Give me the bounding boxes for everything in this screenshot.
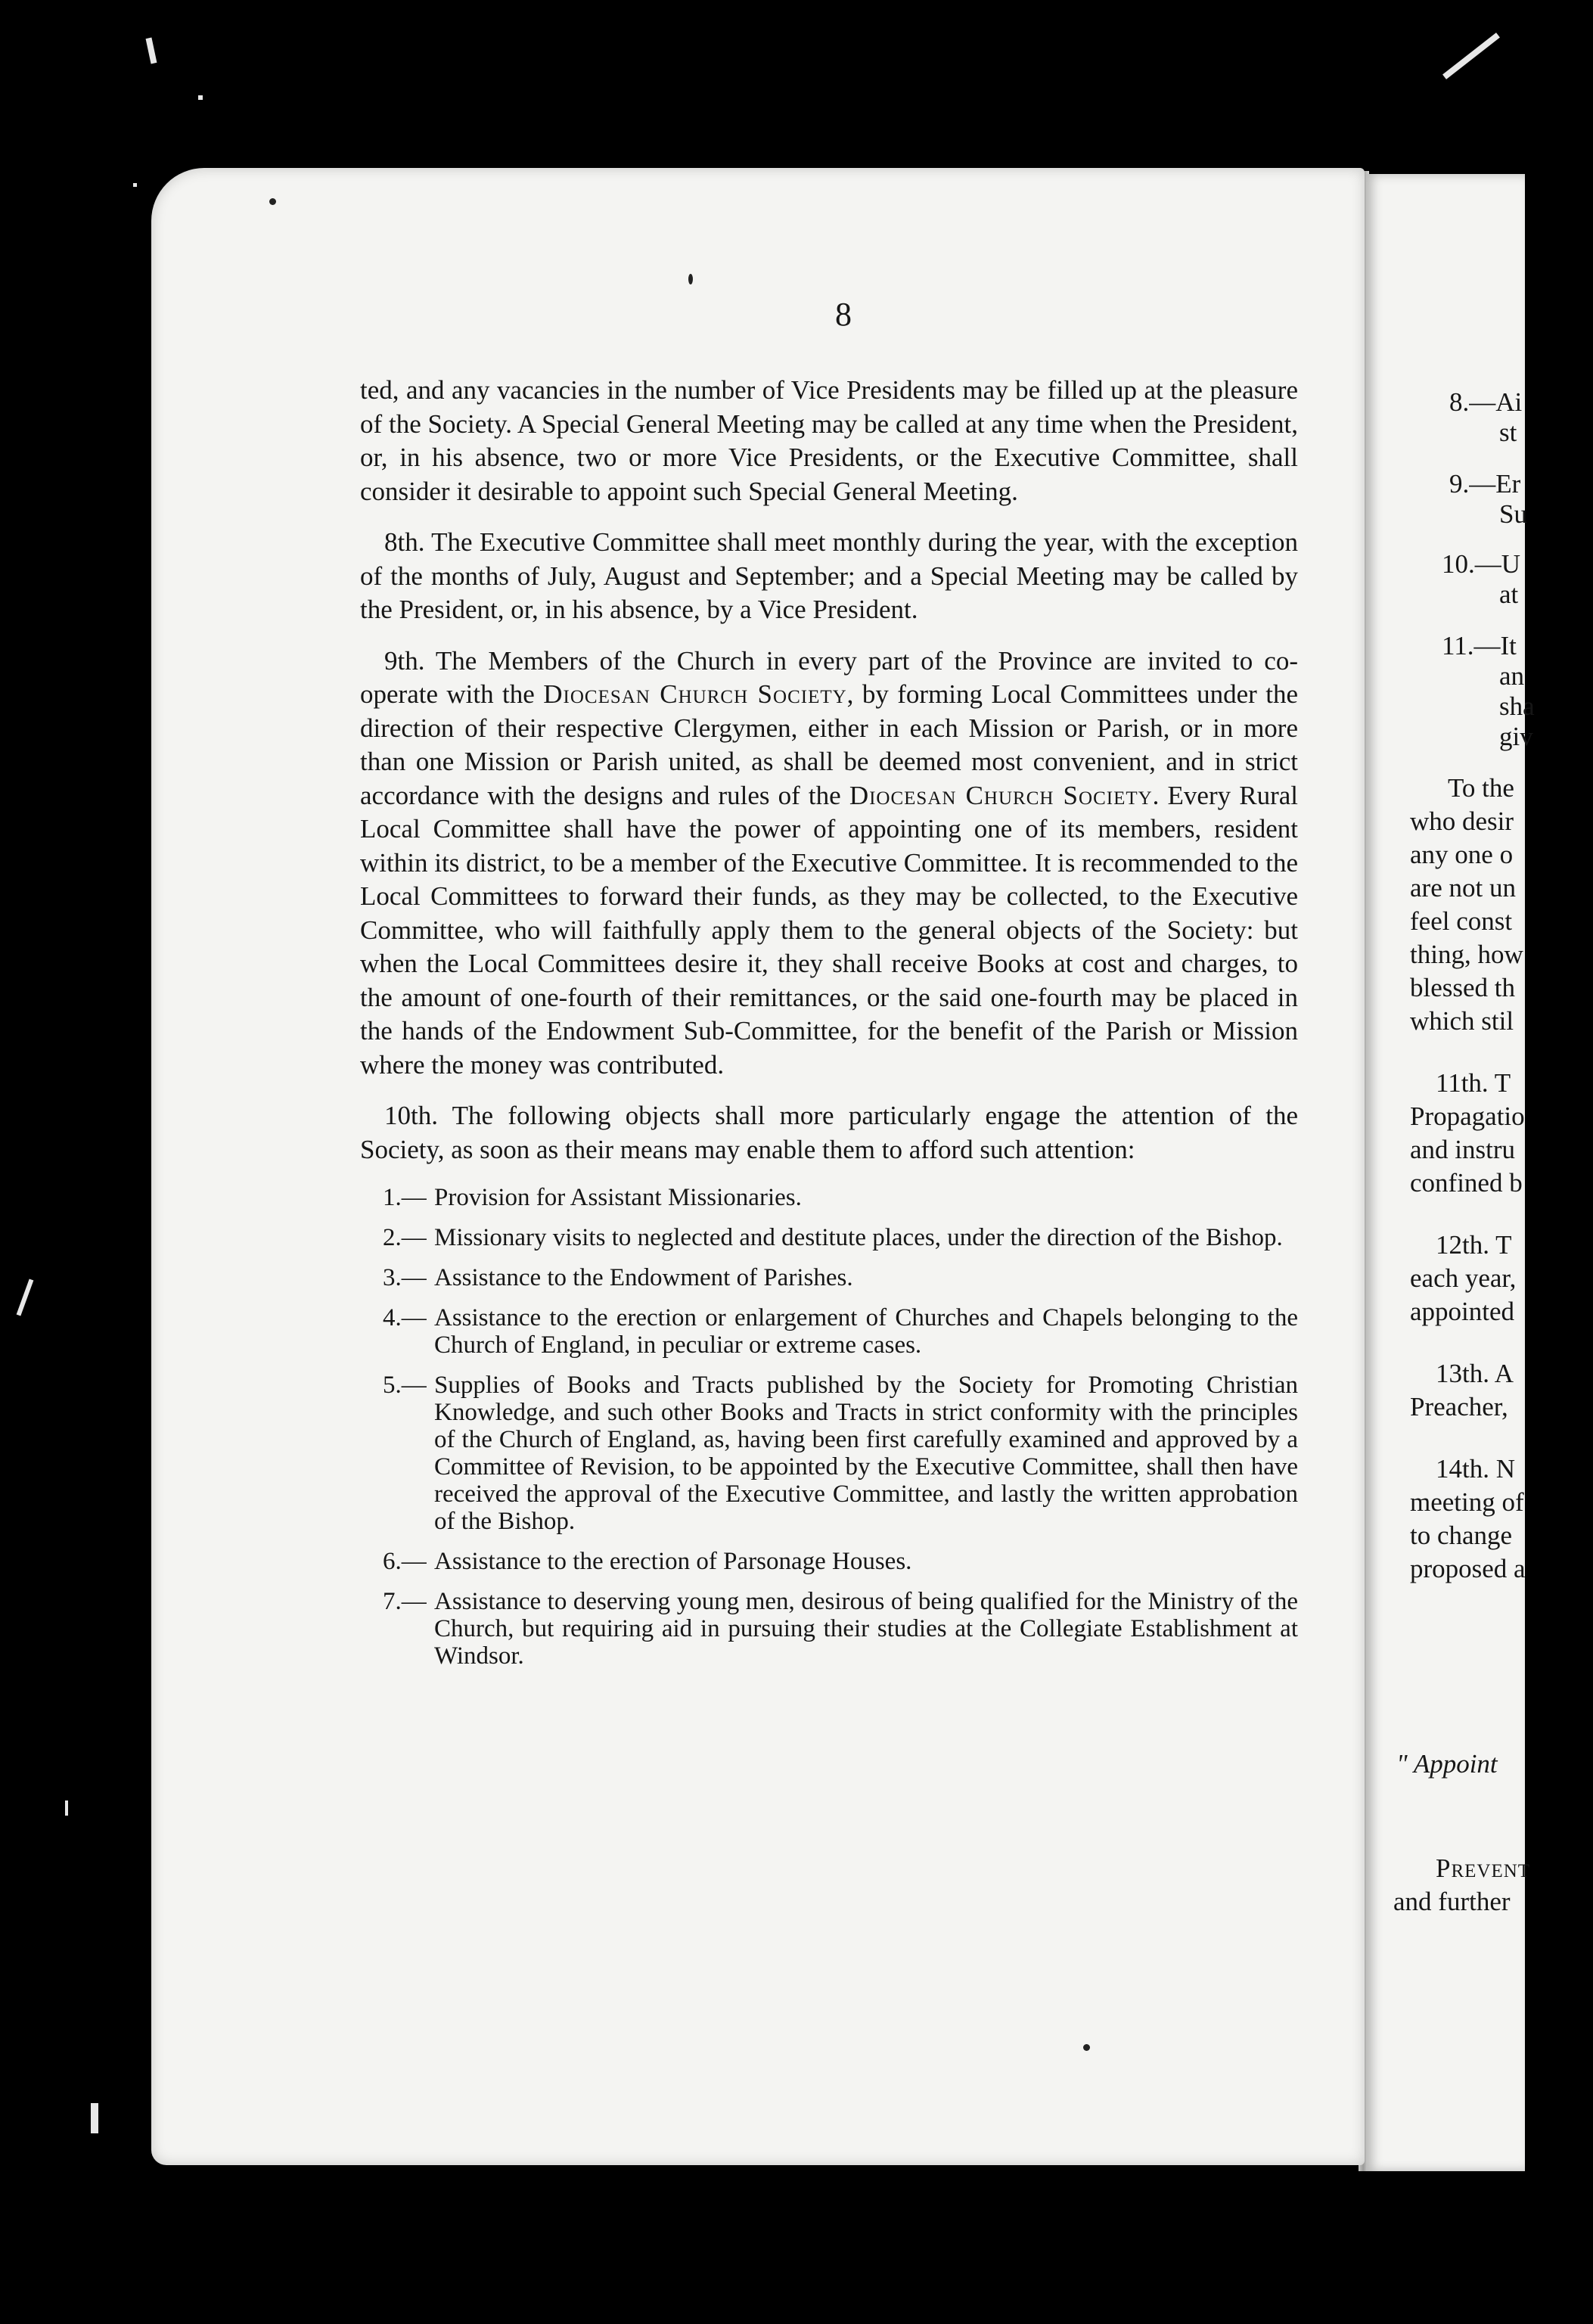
- right-line: 14th. N: [1436, 1454, 1515, 1484]
- society-name: Diocesan Church Society: [543, 679, 847, 709]
- list-item: [360, 1264, 1298, 1291]
- paragraph-7th-continued: ted, and any vacancies in the number of Vice Presidents may be filled up at the pleasure of the Society. A Special General Meeting may be called at any time when the President, or, in his absence, two or more Vice Presidents, or the Executive Committee, shall consider it desirable to appoint such Special General Meeting.: [360, 375, 1298, 506]
- right-line: thing, how: [1410, 940, 1523, 969]
- right-line: appointed: [1410, 1297, 1515, 1326]
- list-item: [360, 1304, 1298, 1359]
- objects-list: [360, 1184, 1298, 1670]
- paragraph-9th: [360, 645, 1298, 1083]
- right-line: who desir: [1410, 806, 1514, 836]
- right-line: 11th. T: [1436, 1068, 1511, 1098]
- list-item-text: Missionary visits to neglected and destitute places, under the direction of the Bishop.: [434, 1224, 1283, 1251]
- page-number: 8: [835, 296, 852, 333]
- right-line: Propagatio: [1410, 1101, 1525, 1131]
- list-item-number: 1.—: [383, 1184, 427, 1211]
- list-item-number: 3.—: [383, 1264, 427, 1291]
- right-page: [1366, 174, 1535, 2171]
- right-line: Prevent: [1436, 1853, 1531, 1883]
- list-item-number: 7.—: [383, 1588, 427, 1615]
- right-line: and further: [1393, 1887, 1511, 1916]
- right-line: Preacher,: [1410, 1392, 1508, 1421]
- paragraph-9th-part3: . Every Rural Local Committee shall have the power of appointing one of its members, resident within its district, to be a member of the Executive Committee. It is recommended to the Local Committees to forward their funds, as they may be collected, to the Executive Committee, who will faithfully apply them to the general objects of the Society: but when the Local Committees desire it, they shall receive Books at cost and charges, to the amount of one-fourth of their remittances, or the said one-fourth may be placed in the hands of the Endowment Sub-Committee, for the benefit of the Parish or Mission where the money was contributed.: [360, 780, 1298, 1080]
- ink-dot: [688, 274, 693, 284]
- list-item-text: Assistance to the erection or enlargement of Churches and Chapels belonging to the Church of England, in peculiar or extreme cases.: [434, 1304, 1298, 1359]
- right-line: each year,: [1410, 1263, 1517, 1293]
- right-line: are not un: [1410, 873, 1516, 903]
- right-line: sha: [1499, 691, 1535, 721]
- right-line: st: [1499, 418, 1517, 447]
- list-item-number: 5.—: [383, 1372, 427, 1399]
- right-line: 13th. A: [1436, 1359, 1514, 1388]
- right-line: feel const: [1410, 906, 1513, 936]
- right-line: an: [1499, 661, 1525, 691]
- right-line: giv: [1499, 722, 1533, 751]
- right-line: proposed a: [1410, 1554, 1526, 1583]
- right-line: To the: [1448, 773, 1514, 803]
- right-line: Su: [1499, 499, 1527, 529]
- list-item: [360, 1184, 1298, 1211]
- scan-speck: [133, 183, 137, 187]
- list-item-text: Assistance to the Endowment of Parishes.: [434, 1264, 853, 1291]
- right-line: " Appoint: [1396, 1749, 1498, 1779]
- scan-speck: [198, 95, 203, 100]
- paragraph-9th-part2: , by forming Local Committees under the direction of their respective Clergymen, either in each Mission or Parish, or in more than one Mission or Parish united, as shall be deemed most convenient, and in strict accordance with the designs and rules of the: [360, 679, 1298, 810]
- paragraph-9th-part1: 9th. The Members of the Church in every part of the Province are invited to co-operate with the: [360, 645, 1298, 709]
- right-line: 12th. T: [1436, 1230, 1512, 1260]
- right-line: 8.—Ai: [1449, 387, 1523, 417]
- right-line: which stil: [1410, 1006, 1514, 1036]
- right-line: meeting of: [1410, 1487, 1524, 1517]
- right-line: blessed th: [1410, 973, 1516, 1002]
- right-line: at: [1499, 579, 1519, 609]
- ink-dot: [1083, 2044, 1090, 2051]
- scan-speck: [17, 1279, 34, 1316]
- list-item-number: 4.—: [383, 1304, 427, 1331]
- right-line: 9.—Er: [1449, 469, 1521, 499]
- list-item-text: Assistance to deserving young men, desirous of being qualified for the Ministry of the Church, but requiring aid in pursuing their studies at the Collegiate Establishment at Windsor.: [434, 1588, 1298, 1670]
- right-line: confined b: [1410, 1168, 1523, 1198]
- list-item-number: 2.—: [383, 1224, 427, 1251]
- page-body-text: [360, 374, 1298, 1682]
- list-item: [360, 1548, 1298, 1575]
- scan-speck: [91, 2103, 98, 2133]
- paragraph-10th: 10th. The following objects shall more particularly engage the attention of the Society, as soon as their means may enable them to afford such attention:: [360, 1101, 1298, 1164]
- list-item-number: 6.—: [383, 1548, 427, 1575]
- right-line: to change: [1410, 1521, 1513, 1550]
- ink-dot: [269, 198, 276, 205]
- society-name: Diocesan Church Society: [849, 780, 1153, 810]
- scan-speck: [146, 38, 157, 64]
- list-item: [360, 1588, 1298, 1670]
- list-item-text: Provision for Assistant Missionaries.: [434, 1184, 802, 1211]
- right-line: 11.—It: [1442, 631, 1517, 660]
- list-item: [360, 1224, 1298, 1251]
- list-item: [360, 1372, 1298, 1535]
- right-line: any one o: [1410, 840, 1514, 869]
- list-item-text: Assistance to the erection of Parsonage Houses.: [434, 1548, 912, 1575]
- paragraph-8th: 8th. The Executive Committee shall meet monthly during the year, with the exception of the months of July, August and September; and a Special Meeting may be called by the President, or, in his absence, by a Vice President.: [360, 527, 1298, 624]
- scan-speck: [1442, 33, 1500, 79]
- right-line: and instru: [1410, 1135, 1516, 1164]
- list-item-text: Supplies of Books and Tracts published by the Society for Promoting Christian Knowledge, and such other Books and Tracts in strict conformity with the principles of the Church of England, as, having been first carefully examined and approved by a Committee of Revision, to be appointed by the Executive Committee, shall then have received the approval of the Executive Committee, and lastly the written approbation of the Bishop.: [434, 1372, 1298, 1535]
- scan-speck: [65, 1800, 68, 1816]
- right-line: 10.—U: [1442, 549, 1521, 579]
